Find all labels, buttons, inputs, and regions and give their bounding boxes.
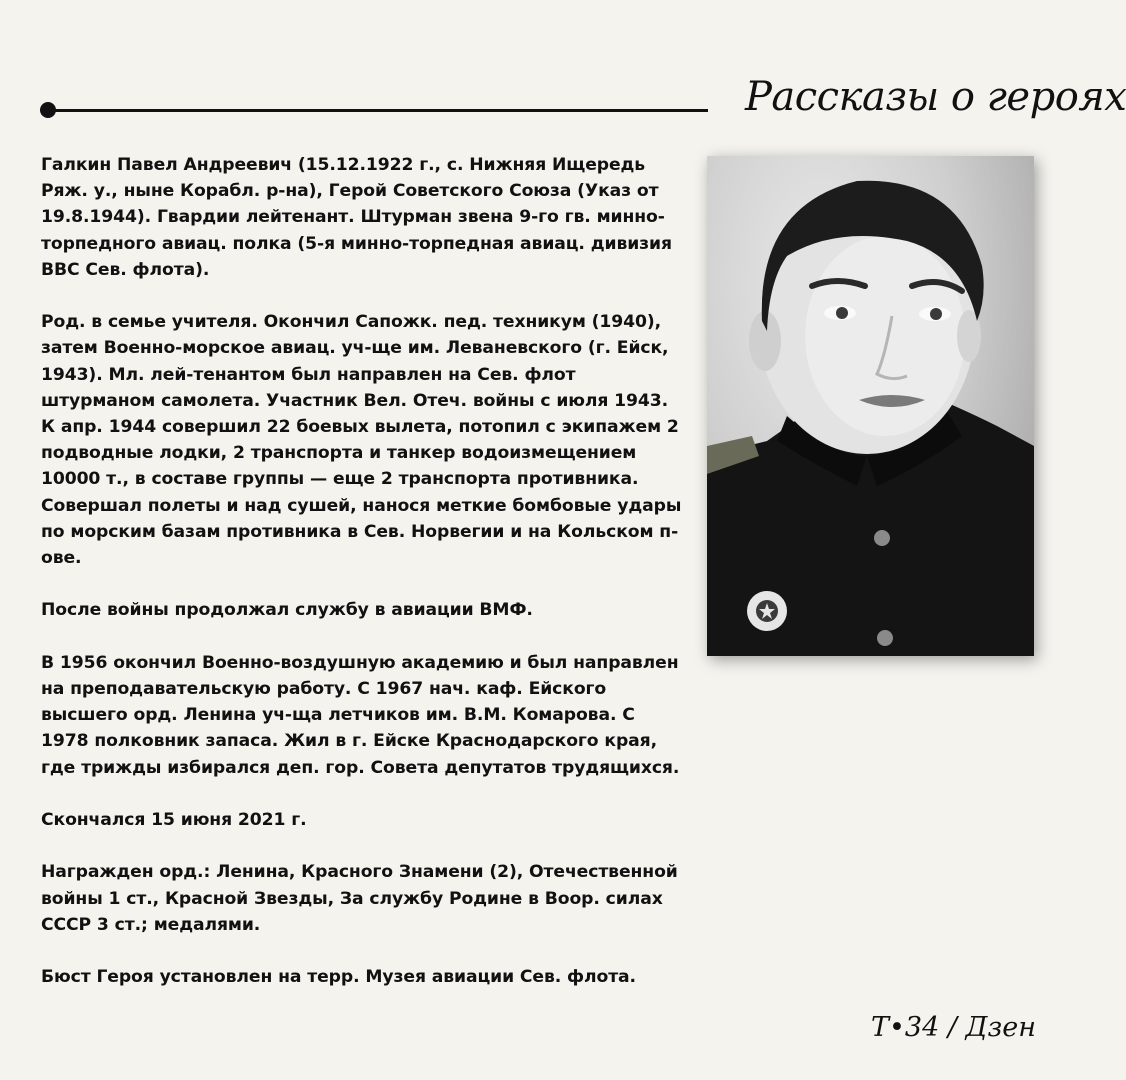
portrait-illustration <box>707 156 1034 656</box>
paragraph-memorial: Бюст Героя установлен на терр. Музея авиации Сев. флота. <box>41 967 636 988</box>
article-body <box>41 152 686 1017</box>
paragraph-intro: Галкин Павел Андреевич (15.12.1922 г., с. Нижняя Ищередь Ряж. у., ныне Корабл. р-на), Герой Советского Союза (Указ от 19.8.1944). Гвардии лейтенант. Штурман звена 9-го гв. минно-торпедного авиац. полка (5-я минно-торпедная авиац. дивизия ВВС Сев. флота). <box>41 155 672 280</box>
paragraph-postwar: После войны продолжал службу в авиации ВМФ. <box>41 600 533 621</box>
portrait-photo <box>707 156 1034 656</box>
source-credit: Т•34 / Дзен <box>871 1012 1036 1043</box>
paragraph-awards: Награжден орд.: Ленина, Красного Знамени (2), Отечественной войны 1 ст., Красной Звезды, За службу Родине в Воор. силах СССР 3 ст.; медалями. <box>41 862 678 935</box>
paragraph-biography: Род. в семье учителя. Окончил Сапожк. пед. техникум (1940), затем Военно-морское авиац. уч-ще им. Леваневского (г. Ейск, 1943). Мл. лей-тенантом был направлен на Сев. флот штурманом самолета. Участник Вел. Отеч. войны с июля 1943. К апр. 1944 совершил 22 боевых вылета, потопил с экипажем 2 подводные лодки, 2 транспорта и танкер водоизмещением 10000 т., в составе группы — еще 2 транспорта противника. Совершал полеты и над сушей, нанося меткие бомбовые удары по морским базам противника в Сев. Норвегии и на Кольском п-ове. <box>41 312 682 569</box>
header-rule-line <box>50 109 708 112</box>
page-title: Рассказы о героях <box>745 74 1126 120</box>
paragraph-academy: В 1956 окончил Военно-воздушную академию и был направлен на преподавательскую работу. С 1967 нач. каф. Ейского высшего орд. Ленина уч-ща летчиков им. В.М. Комарова. С 1978 полковник запаса. Жил в г. Ейске Краснодарского края, где трижды избирался деп. гор. Совета депутатов трудящихся. <box>41 652 680 778</box>
paragraph-death: Скончался 15 июня 2021 г. <box>41 810 307 831</box>
